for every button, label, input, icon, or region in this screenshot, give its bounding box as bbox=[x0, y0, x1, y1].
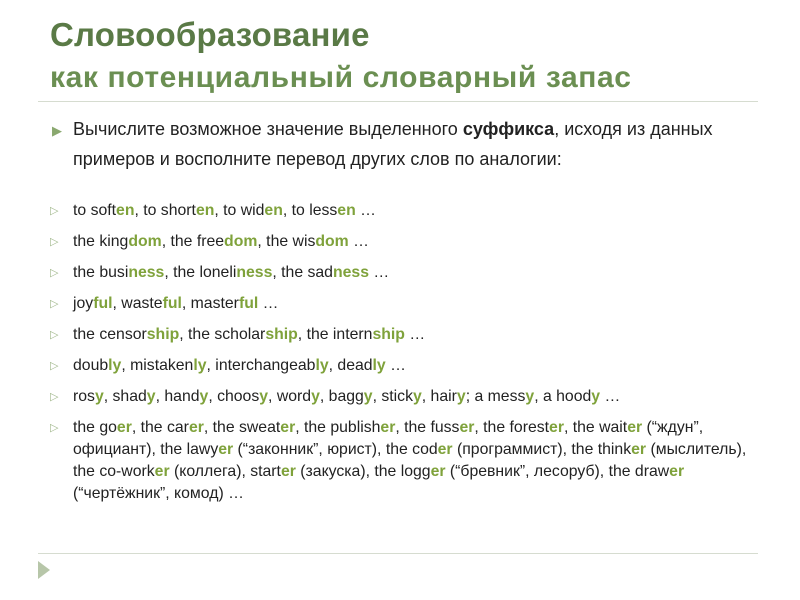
example-text: , stick bbox=[372, 388, 413, 405]
suffix-highlight: ly bbox=[108, 357, 122, 374]
nav-arrow-icon[interactable] bbox=[38, 561, 50, 579]
example-item bbox=[0, 262, 800, 284]
suffix-highlight: er bbox=[549, 419, 564, 436]
instruction-text-after: , исходя из данных примеров и восполните перевод других слов по аналогии: bbox=[73, 119, 713, 169]
example-text: (программист), the think bbox=[452, 441, 632, 458]
example-text: , the publish bbox=[295, 419, 381, 436]
example-text: , bagg bbox=[319, 388, 364, 405]
suffix-highlight: er bbox=[280, 419, 296, 436]
triangle-right-icon: ▶ bbox=[52, 123, 62, 138]
suffix-highlight: ship bbox=[372, 326, 405, 343]
instruction-text-before: Вычислите возможное значение выделенного bbox=[73, 119, 463, 139]
suffix-highlight: ful bbox=[162, 295, 182, 312]
suffix-highlight: ly bbox=[193, 357, 207, 374]
examples-list bbox=[0, 200, 800, 514]
suffix-highlight: ness bbox=[236, 264, 273, 281]
example-text: , the scholar bbox=[179, 326, 266, 343]
suffix-highlight: y bbox=[525, 388, 535, 405]
suffix-highlight: ship bbox=[146, 326, 180, 343]
example-text: … bbox=[348, 233, 369, 250]
example-text: , master bbox=[181, 295, 239, 312]
example-text: , the forest bbox=[474, 419, 550, 436]
suffix-highlight: er bbox=[437, 441, 453, 458]
suffix-highlight: dom bbox=[315, 233, 349, 250]
footer-divider bbox=[38, 553, 758, 554]
suffix-highlight: ness bbox=[128, 264, 165, 281]
suffix-highlight: y bbox=[363, 388, 373, 405]
example-text: , the intern bbox=[297, 326, 373, 343]
suffix-highlight: er bbox=[631, 441, 647, 458]
suffix-highlight: y bbox=[259, 388, 269, 405]
example-item bbox=[0, 293, 800, 315]
example-item bbox=[0, 417, 800, 505]
example-text: , shad bbox=[103, 388, 147, 405]
example-text: … bbox=[404, 326, 426, 343]
example-text: , the loneli bbox=[164, 264, 237, 281]
example-text: , dead bbox=[328, 357, 373, 374]
example-text: to soft bbox=[73, 202, 117, 219]
example-text: ros bbox=[73, 388, 95, 405]
suffix-highlight: er bbox=[459, 419, 475, 436]
example-text: , hair bbox=[421, 388, 457, 405]
example-text: (мыслитель), the co-work bbox=[73, 441, 747, 480]
suffix-highlight: y bbox=[456, 388, 466, 405]
suffix-highlight: er bbox=[669, 463, 685, 480]
example-item bbox=[0, 231, 800, 253]
suffix-highlight: ful bbox=[93, 295, 113, 312]
suffix-highlight: er bbox=[116, 419, 132, 436]
example-text: , waste bbox=[112, 295, 163, 312]
example-text: doub bbox=[73, 357, 109, 374]
example-text: , to wid bbox=[214, 202, 265, 219]
example-text: , interchangeab bbox=[206, 357, 316, 374]
suffix-highlight: en bbox=[116, 202, 135, 219]
triangle-right-outline-icon: ▷ bbox=[50, 422, 59, 434]
example-text: the king bbox=[73, 233, 129, 250]
example-text: , the sad bbox=[272, 264, 333, 281]
instruction-highlight: суффикса bbox=[462, 119, 555, 139]
example-text: , to short bbox=[134, 202, 196, 219]
example-text: (“законник”, юрист), the cod bbox=[233, 441, 438, 458]
suffix-highlight: ly bbox=[372, 357, 386, 374]
example-text: , to less bbox=[282, 202, 338, 219]
suffix-highlight: dom bbox=[224, 233, 258, 250]
example-item bbox=[0, 386, 800, 408]
example-text: … bbox=[258, 295, 279, 312]
triangle-right-outline-icon: ▷ bbox=[50, 360, 59, 372]
example-text: , mistaken bbox=[121, 357, 194, 374]
example-text: the busi bbox=[73, 264, 129, 281]
example-text: , the free bbox=[161, 233, 225, 250]
slide-subtitle: как потенциальный словарный запас bbox=[50, 61, 632, 94]
example-text: … bbox=[355, 202, 376, 219]
title-divider bbox=[38, 101, 758, 102]
suffix-highlight: en bbox=[195, 202, 215, 219]
example-text: , the fuss bbox=[395, 419, 460, 436]
example-text: , the sweat bbox=[203, 419, 281, 436]
example-text: (“бревник”, лесоруб), the draw bbox=[445, 463, 670, 480]
example-text: the go bbox=[73, 419, 117, 436]
example-text: joy bbox=[73, 295, 94, 312]
suffix-highlight: er bbox=[218, 441, 234, 458]
triangle-right-outline-icon: ▷ bbox=[50, 329, 59, 341]
example-text: (закуска), the logg bbox=[295, 463, 431, 480]
example-text: (коллега), start bbox=[169, 463, 281, 480]
suffix-highlight: y bbox=[146, 388, 156, 405]
suffix-highlight: er bbox=[188, 419, 204, 436]
task-instruction bbox=[73, 114, 753, 174]
example-text: , choos bbox=[208, 388, 260, 405]
suffix-highlight: er bbox=[154, 463, 170, 480]
example-text: , hand bbox=[155, 388, 200, 405]
suffix-highlight: ly bbox=[315, 357, 329, 374]
example-text: the censor bbox=[73, 326, 147, 343]
suffix-highlight: ship bbox=[265, 326, 298, 343]
suffix-highlight: ness bbox=[332, 264, 369, 281]
example-text: ; a mess bbox=[465, 388, 526, 405]
example-text: … bbox=[369, 264, 390, 281]
example-text: , word bbox=[268, 388, 312, 405]
suffix-highlight: er bbox=[380, 419, 396, 436]
example-text: … bbox=[600, 388, 621, 405]
suffix-highlight: en bbox=[337, 202, 356, 219]
suffix-highlight: y bbox=[591, 388, 601, 405]
triangle-right-outline-icon: ▷ bbox=[50, 267, 59, 279]
suffix-highlight: y bbox=[199, 388, 209, 405]
triangle-right-outline-icon: ▷ bbox=[50, 236, 59, 248]
example-text: , the car bbox=[131, 419, 189, 436]
suffix-highlight: en bbox=[264, 202, 283, 219]
suffix-highlight: er bbox=[280, 463, 296, 480]
example-item bbox=[0, 355, 800, 377]
triangle-right-outline-icon: ▷ bbox=[50, 391, 59, 403]
example-text: , the wis bbox=[257, 233, 316, 250]
suffix-highlight: er bbox=[430, 463, 446, 480]
suffix-highlight: y bbox=[94, 388, 104, 405]
suffix-highlight: ful bbox=[238, 295, 259, 312]
suffix-highlight: dom bbox=[128, 233, 162, 250]
example-text: … bbox=[385, 357, 406, 374]
example-text: (“ждун”, официант), the lawy bbox=[73, 419, 704, 458]
example-text: , the wait bbox=[563, 419, 628, 436]
suffix-highlight: y bbox=[412, 388, 422, 405]
triangle-right-outline-icon: ▷ bbox=[50, 205, 59, 217]
slide-title: Словообразование bbox=[50, 16, 370, 53]
example-text: (“чертёжник”, комод) … bbox=[73, 485, 244, 502]
example-item bbox=[0, 324, 800, 346]
triangle-right-outline-icon: ▷ bbox=[50, 298, 59, 310]
example-item bbox=[0, 200, 800, 222]
suffix-highlight: er bbox=[627, 419, 643, 436]
suffix-highlight: y bbox=[311, 388, 320, 405]
example-text: , a hood bbox=[534, 388, 592, 405]
